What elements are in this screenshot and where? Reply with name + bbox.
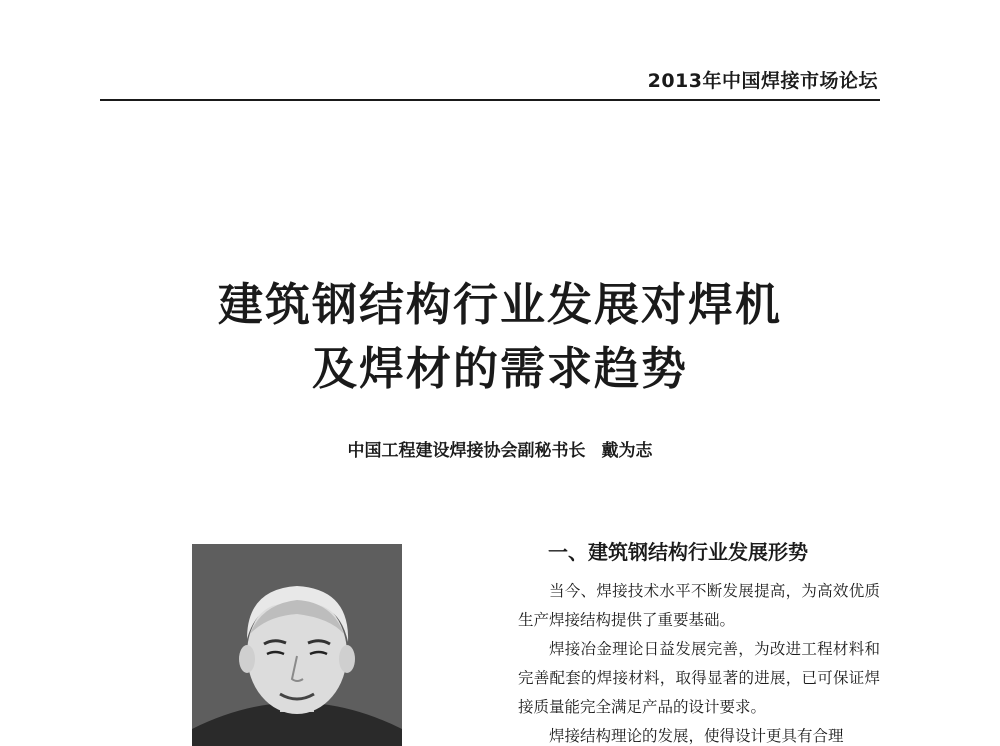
paragraph-1: 当今、焊接技术水平不断发展提高，为高效优质生产焊接结构提供了重要基础。 (518, 582, 880, 629)
body-text (518, 577, 880, 746)
byline (0, 436, 1000, 461)
section-heading: 一、建筑钢结构行业发展形势 (548, 540, 808, 564)
paragraph-2: 焊接冶金理论日益发展完善，为改进工程材料和完善配套的焊接材料，取得显著的进展，已可保证焊接质量能完全满足产品的设计要求。 (518, 640, 880, 716)
paragraph-3: 焊接结构理论的发展，使得设计更具有合理 (549, 727, 844, 745)
article-title-line-1: 建筑钢结构行业发展对焊机 (217, 278, 782, 331)
header-rule (100, 99, 880, 101)
author-portrait-photo (192, 544, 402, 746)
author-affiliation: 中国工程建设焊接协会副秘书长 (347, 441, 586, 461)
portrait-illustration (192, 544, 402, 746)
article-title-line-2: 及焊材的需求趋势 (311, 342, 688, 395)
author-name: 戴为志 (601, 441, 653, 461)
running-header: 2013年中国焊接市场论坛 (647, 70, 878, 92)
